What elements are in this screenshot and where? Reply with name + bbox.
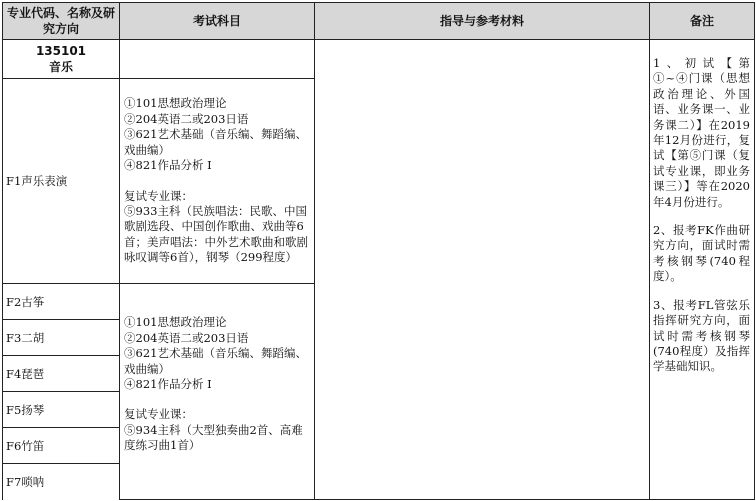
- direction-f7: F7唢呐: [3, 464, 120, 500]
- major-code: 135101: [35, 44, 87, 58]
- direction-f4: F4琵琶: [3, 356, 120, 392]
- major-name: 音乐: [48, 60, 73, 74]
- retest-title: 复试专业课：: [124, 188, 193, 203]
- header-row: [3, 3, 755, 40]
- subject-line: ③621艺术基础（音乐编、舞蹈编、戏曲编）: [124, 127, 307, 157]
- retest-title: 复试专业课：: [124, 407, 193, 422]
- direction-f1: F1声乐表演: [3, 79, 120, 284]
- direction-f2: F2古筝: [3, 284, 120, 320]
- direction-f5: F5扬琴: [3, 392, 120, 428]
- header-reference-materials: 指导与参考材料: [315, 3, 650, 40]
- subject-line: ②204英语二或203日语: [124, 111, 249, 126]
- major-row: [3, 40, 755, 79]
- exam-subjects-table: [2, 2, 755, 500]
- direction-f3: F3二胡: [3, 320, 120, 356]
- note-3: 3、报考FL管弦乐指挥研究方向，面试时需考核钢琴(740程度）及指挥学基础知识。: [653, 297, 750, 374]
- major-subjects-empty: [120, 40, 315, 79]
- header-exam-subjects: 考试科目: [120, 3, 315, 40]
- notes-cell: [650, 40, 755, 500]
- subject-line: ②204英语二或203日语: [124, 330, 249, 345]
- subject-line: ①101思想政治理论: [124, 315, 227, 330]
- header-notes: 备注: [650, 3, 755, 40]
- reference-materials-cell: [315, 40, 650, 500]
- subject-line: ④821作品分析 I: [124, 158, 212, 173]
- note-1: 1、初试【第①~④门课（思想政治理论、外国语、业务课一、业务课二）】在2019年12月份进行，复试【第⑤门课（复试专业课，即业务课三）】等在2020年4月份进行。: [653, 56, 750, 209]
- header-major-code-name: 专业代码、名称及研究方向: [3, 3, 120, 40]
- subject-line: ④821作品分析 I: [124, 377, 212, 391]
- subject-line: ③621艺术基础（音乐编、舞蹈编、戏曲编）: [124, 346, 307, 376]
- retest-subject: ⑤934主科（大型独奏曲2首、高难度练习曲1首）: [124, 422, 303, 453]
- subjects-group-2: [120, 284, 315, 500]
- major-cell: [3, 40, 120, 79]
- subject-line: ①101思想政治理论: [124, 96, 227, 111]
- note-2: 2、报考FK作曲研究方向，面试时需考核钢琴(740程度）。: [653, 223, 750, 284]
- retest-subject: ⑤933主科（民族唱法：民歌、中国歌剧选段、中国创作歌曲、戏曲等6首；美声唱法：中外艺术歌曲和歌剧咏叹调等6首），钢琴（299程度）: [124, 203, 308, 265]
- subjects-group-1: [120, 79, 315, 284]
- direction-f6: F6竹笛: [3, 428, 120, 464]
